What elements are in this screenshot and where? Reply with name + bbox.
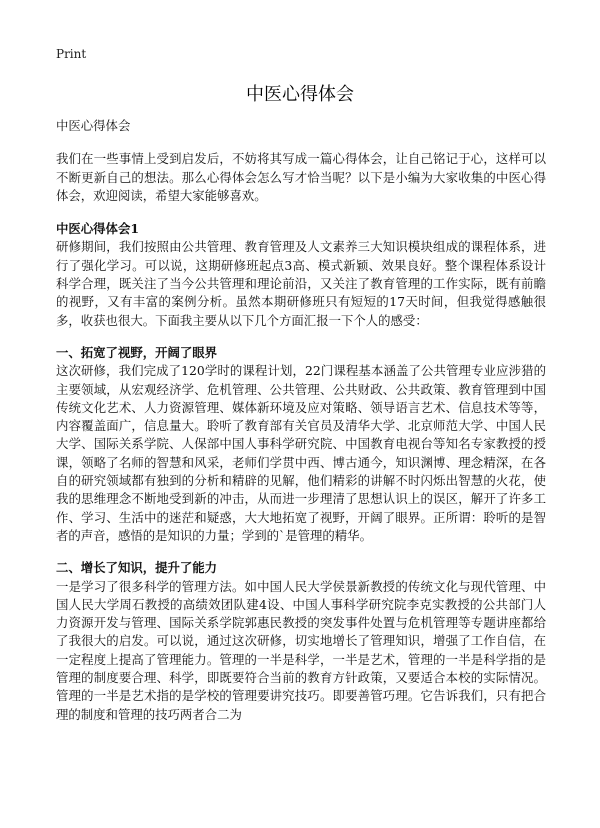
point1-heading: 一、拓宽了视野，开阔了眼界 bbox=[56, 344, 218, 360]
point1-paragraph: 这次研修，我们完成了120学时的课程计划，22门课程基本涵盖了公共管理专业应涉猎的主要领域，从宏观经济学、危机管理、公共管理、公共财政、公共政策、教育管理到中国传统文化艺术、人力资源管理、媒体新环境及应对策略、领导语言艺术、信息技术等等，内容覆盖面广，信息量大。聆听了教育部有关官员及清华大学、北京师范大学、中国人民大学、国际关系学院、人保部中国人事科学研究院、中国教育电视台等知名专家教授的授课，领略了名师的智慧和风采，老师们学贯中西、博古通今，知识渊博、理念精深，在各自的研究领域都有独到的分析和精辟的见解，他们精彩的讲解不时闪烁出智慧的火花，使我的思维理念不断地受到新的冲击，从而进一步理清了思想认识上的误区，解开了许多工作、学习、生活中的迷茫和疑惑，大大地拓宽了视野，开阔了眼界。正所谓：聆听的是智者的声音，感悟的是知识的力量；学到的`是管理的精华。 bbox=[56, 363, 546, 543]
point2-paragraph: 一是学习了很多科学的管理方法。如中国人民大学侯景新教授的传统文化与现代管理、中国人民大学周石教授的高绩效团队建4设、中国人事科学研究院李克实教授的公共部门人力资源开发与管理、国际关系学院郭惠民教授的突发事件处置与危机管理等专题讲座都给了我很大的启发。可以说，通过这次研修，切实地增长了管理知识，增强了工作自信，在一定程度上提高了管理能力。管理的一半是科学，一半是艺术，管理的一半是科学指的是管理的制度要合理、科学，即既要符合当前的教育方针政策，又要适合本校的实际情况。管理的一半是艺术指的是学校的管理要讲究技巧。即要善管巧理。它告诉我们，只有把合理的制度和管理的技巧两者合二为 bbox=[56, 578, 546, 722]
point2-heading: 二、增长了知识，提升了能力 bbox=[56, 560, 218, 576]
intro-paragraph: 我们在一些事情上受到启发后，不妨将其写成一篇心得体会，让自己铭记于心，这样可以不断更新自己的想法。那么心得体会怎么写才恰当呢？以下是小编为大家收集的中医心得体会，欢迎阅读，希望大家能够喜欢。 bbox=[56, 151, 546, 203]
document-title: 中医心得体会 bbox=[246, 84, 354, 105]
document-body bbox=[56, 117, 546, 724]
section-paragraph: 研修期间，我们按照由公共管理、教育管理及人文素养三大知识模块组成的课程体系，进行了强化学习。可以说，这期研修班起点3高、模式新颖、效果良好。整个课程体系设计科学合理，既关注了当今公共管理和理论前沿，又关注了教育管理的工作实际，既有前瞻的视野，又有丰富的案例分析。虽然本期研修班只有短短的17天时间，但我觉得感触很多，收获也很大。下面我主要从以下几个方面汇报一下个人的感受： bbox=[56, 239, 546, 328]
print-link[interactable]: Print bbox=[56, 47, 87, 61]
document-subtitle: 中医心得体会 bbox=[56, 118, 131, 133]
section-heading: 中医心得体会1 bbox=[56, 221, 139, 237]
